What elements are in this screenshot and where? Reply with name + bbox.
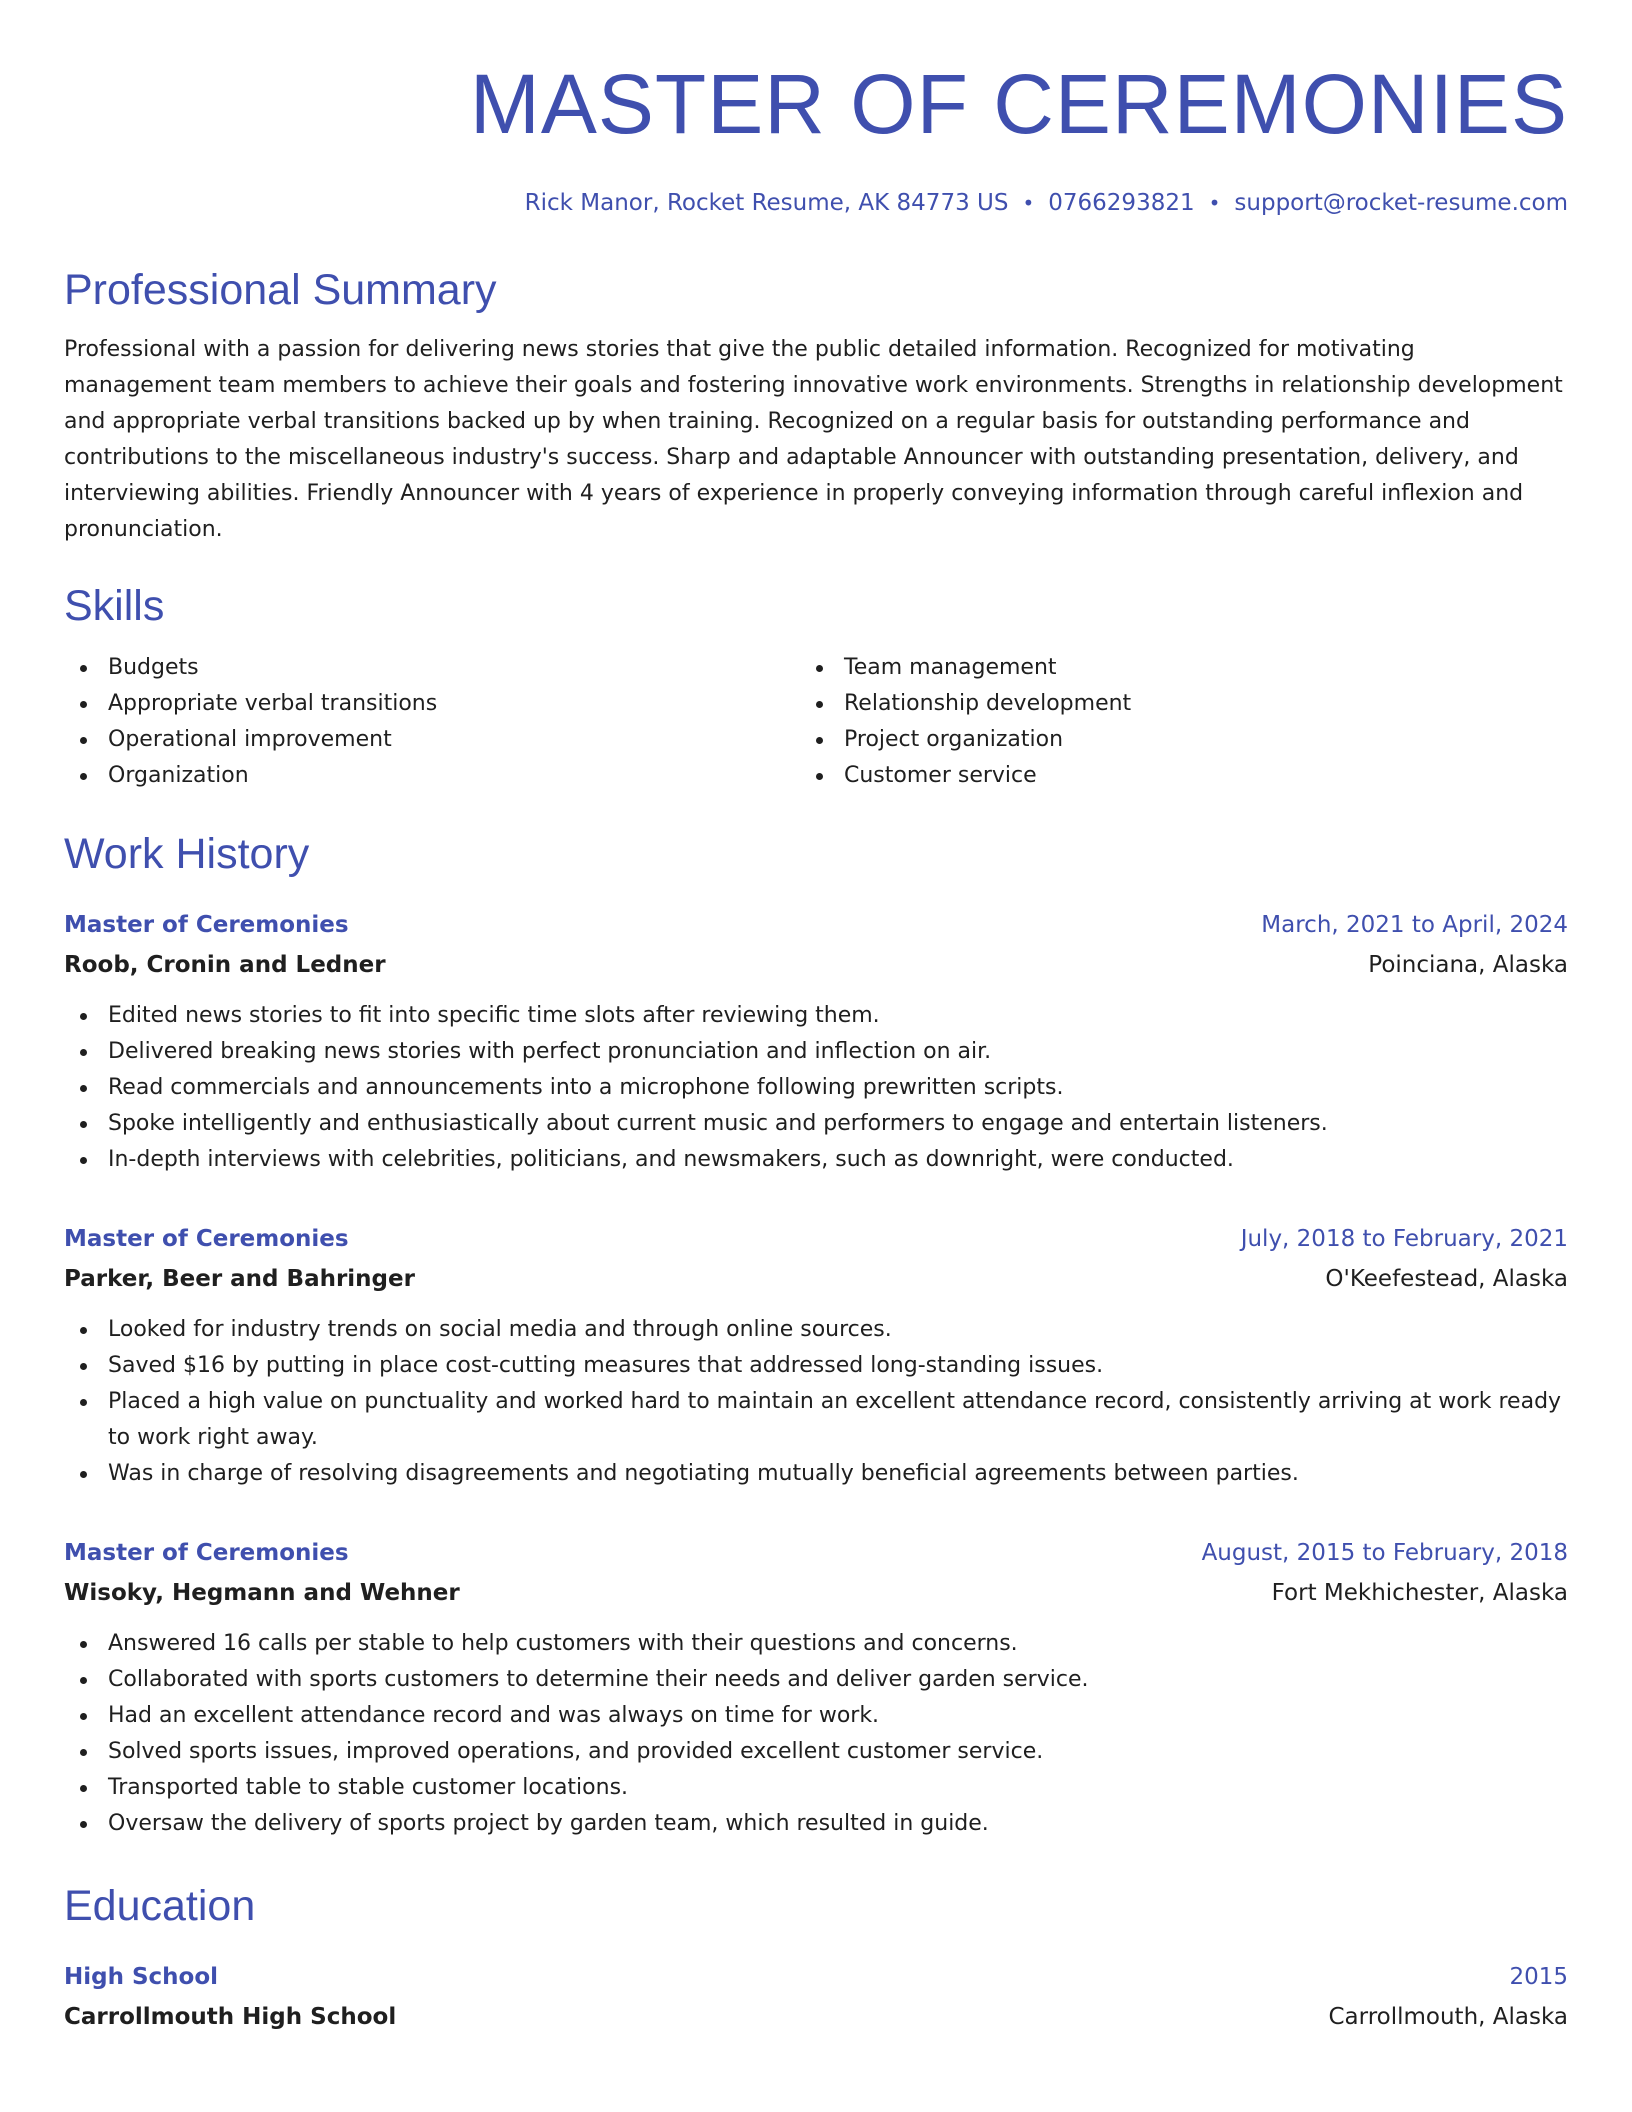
- bullet-icon: [80, 773, 87, 780]
- job-duty-text: Edited news stories to fit into specific time slots after reviewing them.: [108, 1003, 880, 1028]
- bullet-icon: [80, 1713, 87, 1720]
- skill-label: Relationship development: [844, 691, 1132, 716]
- skills-column-left: [64, 650, 800, 794]
- skills-grid: [64, 650, 1568, 794]
- job-duty-item: [64, 1698, 1568, 1734]
- bullet-icon: [80, 1327, 87, 1334]
- job-title-row: [64, 1222, 1568, 1256]
- job-duty-text: In-depth interviews with celebrities, politicians, and newsmakers, such as downright, were conducted.: [108, 1147, 1234, 1172]
- job-duty-item: [64, 1662, 1568, 1698]
- skill-item: [844, 650, 1536, 686]
- skill-label: Project organization: [844, 727, 1064, 752]
- job-dates: July, 2018 to February, 2021: [1240, 1226, 1568, 1252]
- work-history-heading: Work History: [64, 830, 310, 878]
- skill-label: Operational improvement: [108, 727, 392, 752]
- bullet-icon: [80, 1399, 87, 1406]
- bullet-icon: [80, 1749, 87, 1756]
- job-duty-item: [64, 1142, 1568, 1178]
- contact-phone: 0766293821: [1048, 190, 1195, 216]
- bullet-icon: [80, 1013, 87, 1020]
- education-year: 2015: [1509, 1964, 1568, 1990]
- job-company-row: [64, 1570, 1568, 1610]
- job-duties-list: [64, 1312, 1568, 1492]
- skill-item: [108, 650, 800, 686]
- education-location: Carrollmouth, Alaska: [1328, 2004, 1568, 2030]
- job-title-row: [64, 1536, 1568, 1570]
- job-duty-item: [64, 1034, 1568, 1070]
- bullet-icon: [80, 1785, 87, 1792]
- job-duties-list: [64, 1626, 1568, 1842]
- bullet-icon: [816, 665, 823, 672]
- job-duty-text: Answered 16 calls per stable to help customers with their questions and concerns.: [108, 1631, 1018, 1656]
- bullet-icon: [80, 737, 87, 744]
- job-duty-item: [64, 1312, 1568, 1348]
- contact-separator: •: [1022, 191, 1035, 215]
- job-dates: March, 2021 to April, 2024: [1261, 912, 1568, 938]
- job-dates: August, 2015 to February, 2018: [1201, 1540, 1568, 1566]
- job-duty-text: Oversaw the delivery of sports project by garden team, which resulted in guide.: [108, 1811, 989, 1836]
- bullet-icon: [80, 1471, 87, 1478]
- skill-label: Team management: [844, 655, 1057, 680]
- job-duty-item: [64, 1070, 1568, 1106]
- job-duty-item: [64, 1348, 1568, 1384]
- skill-item: [108, 758, 800, 794]
- bullet-icon: [80, 1363, 87, 1370]
- skill-item: [844, 686, 1536, 722]
- job-location: Poinciana, Alaska: [1368, 952, 1568, 978]
- bullet-icon: [816, 737, 823, 744]
- job-title: Master of Ceremonies: [64, 1226, 349, 1252]
- skill-item: [108, 722, 800, 758]
- job-duty-text: Placed a high value on punctuality and worked hard to maintain an excellent attendance record, consistently arriving at work ready to work right away.: [108, 1389, 1562, 1450]
- bullet-icon: [80, 1641, 87, 1648]
- job-duty-item: [64, 1626, 1568, 1662]
- skill-item: [844, 722, 1536, 758]
- job-duty-item: [64, 1456, 1568, 1492]
- contact-email: support@rocket-resume.com: [1234, 190, 1568, 216]
- job-duty-text: Looked for industry trends on social media and through online sources.: [108, 1317, 892, 1342]
- bullet-icon: [80, 665, 87, 672]
- job-duty-text: Saved $16 by putting in place cost-cutting measures that addressed long-standing issues.: [108, 1353, 1104, 1378]
- job-company: Parker, Beer and Bahringer: [64, 1266, 415, 1292]
- job-duty-text: Transported table to stable customer locations.: [108, 1775, 629, 1800]
- job-duty-item: [64, 998, 1568, 1034]
- education-heading: Education: [64, 1882, 256, 1930]
- job-duties-list: [64, 998, 1568, 1178]
- job-duty-text: Had an excellent attendance record and was always on time for work.: [108, 1703, 880, 1728]
- education-entry: [64, 1960, 1568, 2034]
- job-title-row: [64, 908, 1568, 942]
- resume-name-heading: MASTER OF CEREMONIES: [469, 57, 1568, 151]
- education-school-row: [64, 1994, 1568, 2034]
- job-duty-text: Delivered breaking news stories with perfect pronunciation and inflection on air.: [108, 1039, 992, 1064]
- skill-item: [844, 758, 1536, 794]
- skills-heading: Skills: [64, 582, 165, 630]
- job-title: Master of Ceremonies: [64, 1540, 349, 1566]
- job-duty-item: [64, 1106, 1568, 1142]
- summary-text: Professional with a passion for delivering news stories that give the public detailed information. Recognized for motivating management team members to achieve their goals and fostering innovative work environments. Strengths in relationship development and appropriate verbal transitions backed up by when training. Recognized on a regular basis for outstanding performance and contributions to the miscellaneous industry's success. Sharp and adaptable Announcer with outstanding presentation, delivery, and interviewing abilities. Friendly Announcer with 4 years of experience in properly conveying information through careful inflexion and pronunciation.: [64, 337, 1563, 542]
- job-company: Roob, Cronin and Ledner: [64, 952, 386, 978]
- job-duty-text: Collaborated with sports customers to determine their needs and deliver garden service.: [108, 1667, 1089, 1692]
- job-entry: [64, 908, 1568, 1178]
- job-duty-item: [64, 1806, 1568, 1842]
- skill-label: Budgets: [108, 655, 199, 680]
- skill-item: [108, 686, 800, 722]
- job-entry: [64, 1536, 1568, 1842]
- bullet-icon: [80, 1121, 87, 1128]
- job-location: O'Keefestead, Alaska: [1325, 1266, 1568, 1292]
- education-school: Carrollmouth High School: [64, 2004, 397, 2030]
- bullet-icon: [80, 1049, 87, 1056]
- bullet-icon: [80, 1157, 87, 1164]
- skill-label: Appropriate verbal transitions: [108, 691, 438, 716]
- job-duty-item: [64, 1384, 1568, 1456]
- bullet-icon: [80, 1821, 87, 1828]
- bullet-icon: [816, 773, 823, 780]
- job-duty-text: Spoke intelligently and enthusiastically about current music and performers to engage and entertain listeners.: [108, 1111, 1328, 1136]
- bullet-icon: [80, 701, 87, 708]
- bullet-icon: [80, 1677, 87, 1684]
- bullet-icon: [80, 1085, 87, 1092]
- bullet-icon: [816, 701, 823, 708]
- contact-address: Rick Manor, Rocket Resume, AK 84773 US: [524, 190, 1009, 216]
- contact-line: [64, 188, 1568, 218]
- job-company-row: [64, 1256, 1568, 1296]
- job-duty-item: [64, 1734, 1568, 1770]
- contact-separator: •: [1208, 191, 1221, 215]
- education-degree: High School: [64, 1964, 219, 1990]
- job-duty-text: Read commercials and announcements into a microphone following prewritten scripts.: [108, 1075, 1064, 1100]
- summary-heading: Professional Summary: [64, 266, 497, 314]
- job-duty-item: [64, 1770, 1568, 1806]
- skills-column-right: [800, 650, 1536, 794]
- job-duty-text: Solved sports issues, improved operations, and provided excellent customer service.: [108, 1739, 1044, 1764]
- job-title: Master of Ceremonies: [64, 912, 349, 938]
- job-duty-text: Was in charge of resolving disagreements and negotiating mutually beneficial agreements between parties.: [108, 1461, 1299, 1486]
- education-title-row: [64, 1960, 1568, 1994]
- job-location: Fort Mekhichester, Alaska: [1271, 1580, 1568, 1606]
- skill-label: Organization: [108, 763, 249, 788]
- skill-label: Customer service: [844, 763, 1037, 788]
- job-company-row: [64, 942, 1568, 982]
- job-entry: [64, 1222, 1568, 1492]
- job-company: Wisoky, Hegmann and Wehner: [64, 1580, 460, 1606]
